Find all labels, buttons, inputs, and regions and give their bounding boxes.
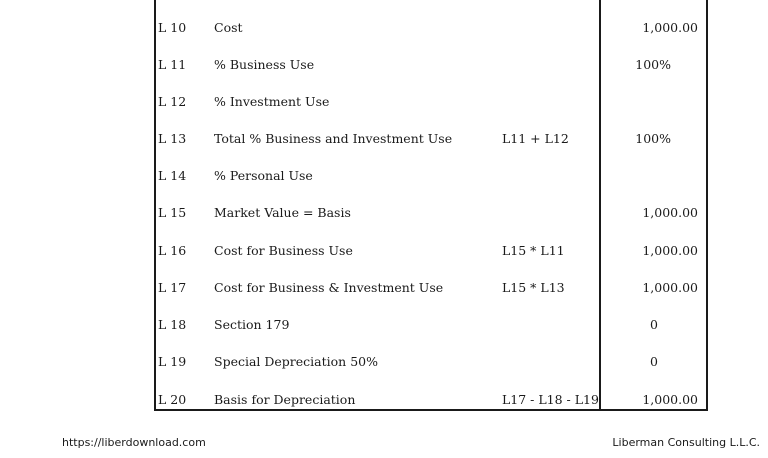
line-amount: 100% [635,131,671,146]
line-number: L 11 [158,57,187,72]
table-row [0,54,768,76]
line-amount: 0 [650,317,658,332]
line-formula: L17 - L18 - L19 [502,392,599,407]
table-row [0,128,768,150]
line-description: Market Value = Basis [214,205,351,220]
table-row [0,389,768,411]
line-amount: 1,000.00 [642,243,698,258]
line-number: L 10 [158,20,187,35]
line-number: L 15 [158,205,187,220]
line-description: % Business Use [214,57,315,72]
line-number: L 20 [158,392,187,407]
line-description: % Personal Use [214,168,313,183]
table-row [0,91,768,113]
line-description: Cost for Business & Investment Use [214,280,444,295]
table-row [0,165,768,187]
line-amount: 1,000.00 [642,205,698,220]
line-description: Basis for Depreciation [214,392,356,407]
line-number: L 19 [158,354,187,369]
table-row [0,17,768,39]
line-number: L 14 [158,168,187,183]
line-description: Special Depreciation 50% [214,354,378,369]
line-formula: L11 + L12 [502,131,569,146]
line-number: L 18 [158,317,187,332]
line-description: % Investment Use [214,94,330,109]
line-description: Total % Business and Investment Use [214,131,453,146]
line-amount: 1,000.00 [642,392,698,407]
line-amount: 0 [650,354,658,369]
line-formula: L15 * L13 [502,280,565,295]
table-row [0,277,768,299]
line-formula: L15 * L11 [502,243,565,258]
footer-company: Liberman Consulting L.L.C. [612,436,760,449]
line-amount: 1,000.00 [642,20,698,35]
line-description: Section 179 [214,317,290,332]
table-row [0,351,768,373]
table-row [0,240,768,262]
line-number: L 13 [158,131,187,146]
line-number: L 17 [158,280,187,295]
footer-url: https://liberdownload.com [62,436,206,449]
line-description: Cost for Business Use [214,243,353,258]
line-number: L 16 [158,243,187,258]
line-description: Cost [214,20,243,35]
line-amount: 100% [635,57,671,72]
line-number: L 12 [158,94,187,109]
line-amount: 1,000.00 [642,280,698,295]
table-row [0,202,768,224]
table-row [0,314,768,336]
